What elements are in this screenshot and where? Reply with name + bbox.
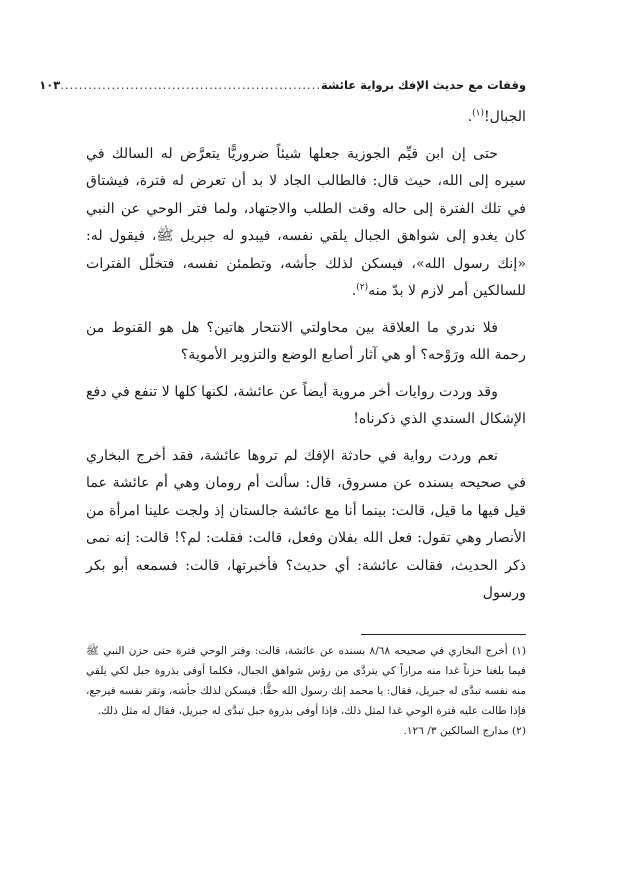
footnote [86,641,526,721]
header-leader-dots: ........................................................ [60,78,321,92]
footnote [86,721,526,741]
paragraph: الجبال!$^{(١)}$. [467,108,526,125]
footnote-ref: (١) [472,108,484,119]
footnote-number: (١) [512,644,526,657]
footnote-number: (٢) [512,724,526,737]
document-page [39,78,526,741]
paragraph: نعم وردت رواية في حادثة الإفك لم تروها عائشة، فقد أخرج البخاري في صحيحه بسنده عن مسروق، قال: سألت أم رومان وهي أم عائشة عما قيل فيها ما قيل، قالت: بينما أنا مع عائشة جالستان إذ ولجت علينا امرأة من الأنصار وهي تقول: فعل الله بفلان وفعل، قالت: فقلت: لم؟! قالت: إنه نمى ذكر الحديث، فقالت عائشة: أي حديث؟ فأخبرتها، قالت: فسمعه أبو بكر ورسول [86,447,526,601]
paragraph: فلا ندري ما العلاقة بين محاولتي الانتحار هاتين؟ هل هو القنوط من رحمة الله ورَوْحه؟ أو هي آثار أصابع الوضع والتزوير الأموية؟ [86,319,526,363]
paragraph: وقد وردت روايات أخر مروية أيضاً عن عائشة، لكنها كلها لا تنفع في دفع الإشكال السندي الذي ذكرناه! [85,383,526,427]
paragraph: حتى إن ابن قيِّم الجوزية جعلها شيئاً ضروريًّا يتعرَّض له السالك في سيره إلى الله، حيث قال: فالطالب الجاد لا بد أن تعرض له فترة، فيشتاق في تلك الفترة إلى حاله وقت الطلب والاجتهاد، ولما فتر الوحي عن النبي كان يغدو إلى شواهق الجبال يلقي نفسه، فيبدو له جبريل ﷺ، فيقول له: «إنك رسول الله»، فيسكن لذلك جأشه، وتطمئن نفسه، فتخلّل الفترات للسالكين أمر لازم لا بدّ منه$^{(٢)}$. [86,145,526,299]
footnote-ref: (٢) [356,282,369,293]
running-header [39,78,526,98]
footnote-text: مدارج السالكين ٣/ ١٢٦. [403,724,509,737]
body-text [86,104,526,608]
footnote-text: أخرج البخاري في صحيحه ٨/٦٨ بسنده عن عائشة، قالت: وفتر الوحي فترة حتى حزن النبي ﷺ فيما بلغنا حزناً غدا منه مراراً كي يتردَّى من رؤس شواهق الجبال، فكلما أوفى بذروة جبل لكي يلقي منه نفسه تبدَّى له جبريل، فقال: يا محمد إنك رسول الله حقًّا. فيسكن لذلك جأشه، وتقر نفسه فيرجع، فإذا طالت عليه فترة الوحي غدا لمثل ذلك، فإذا أوفى بذروة جبل تبدَّى له جبريل، فقال له مثل ذلك. [86,644,526,717]
page-number: ١٠٣ [39,78,61,92]
footnote-separator [361,634,526,635]
footnotes [86,641,526,741]
header-title: وقفات مع حديث الإفك برواية عائشة [320,78,526,92]
